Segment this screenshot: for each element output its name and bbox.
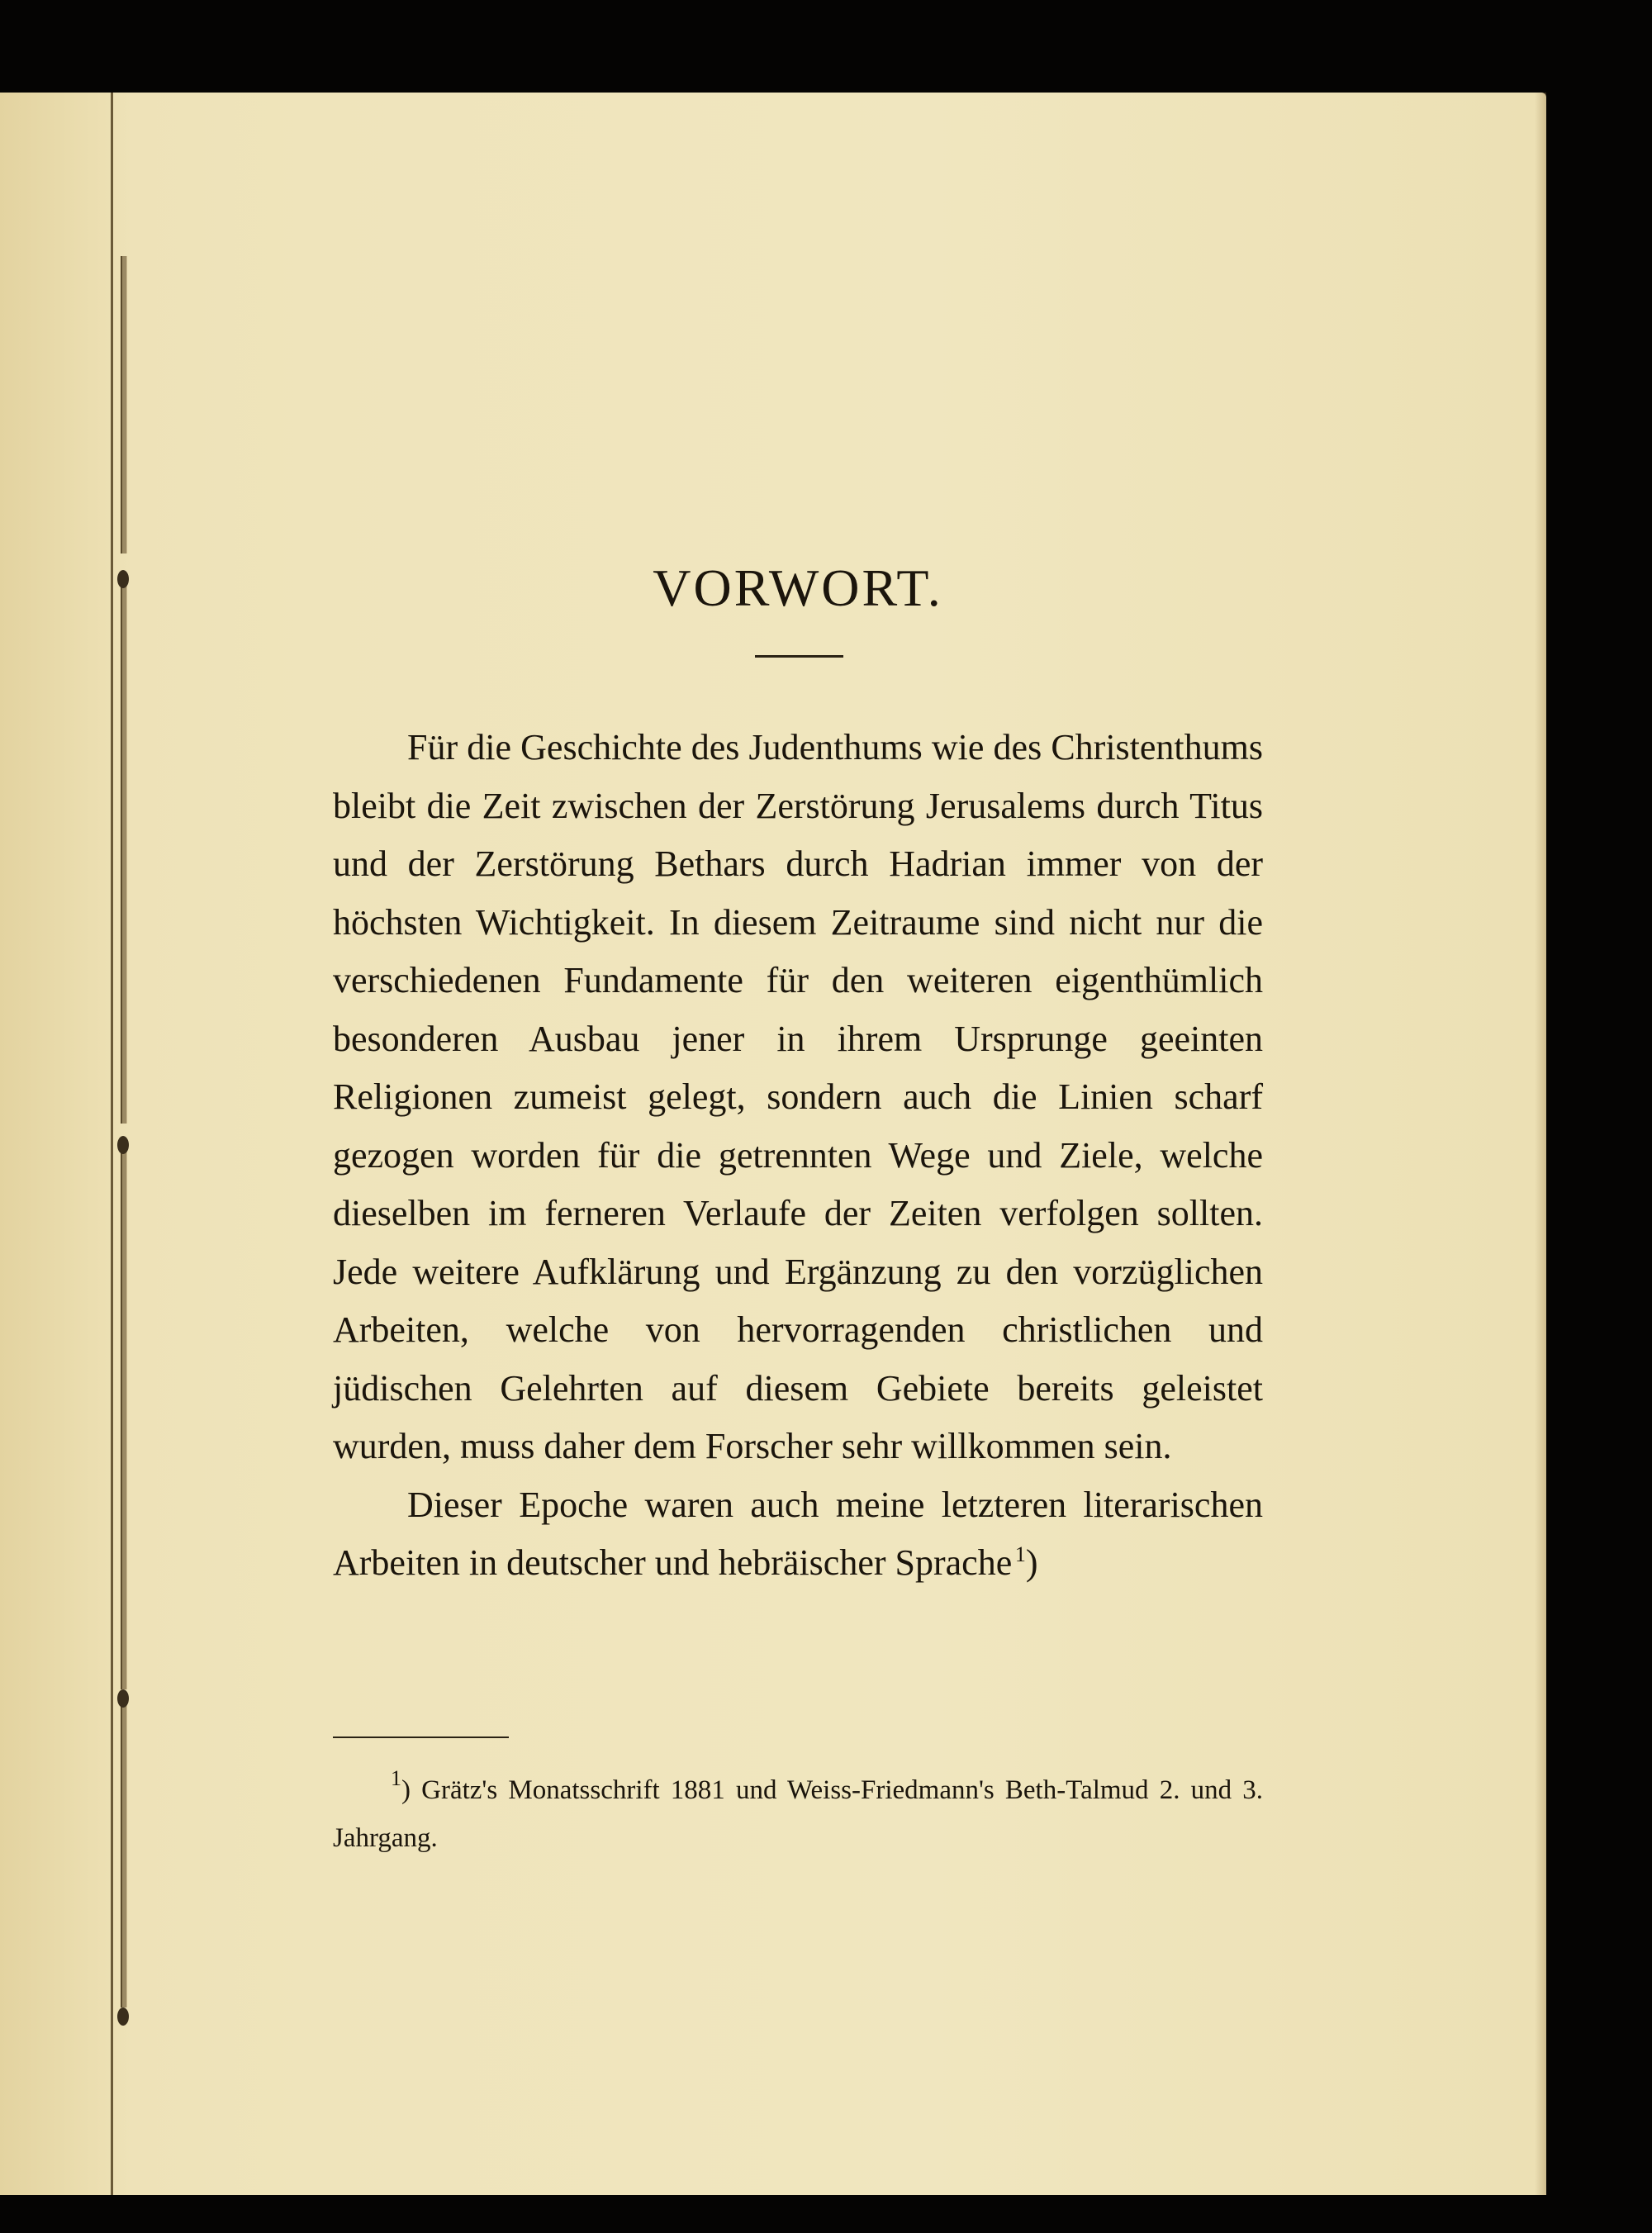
footnote-line	[333, 1766, 1263, 1862]
footnote-marker: 1	[391, 1766, 401, 1790]
binding-knot	[117, 1689, 129, 1708]
binding-knot	[117, 1136, 129, 1154]
footnote	[333, 1766, 1263, 1862]
footnote-rule	[333, 1737, 509, 1738]
footnote-text: ) Grätz's Monatsschrift 1881 und Weiss-Friedmann's Beth-Talmud 2. und 3. Jahrgang.	[333, 1775, 1263, 1853]
spine-line	[111, 93, 113, 2195]
binding-knot	[117, 570, 129, 588]
binding-thread	[121, 1144, 127, 1689]
binding-thread	[121, 1702, 127, 2007]
binding-thread	[121, 256, 127, 553]
footnote-ref-close: )	[1025, 1542, 1038, 1583]
page-edge	[1535, 93, 1546, 2195]
paragraph-text: Dieser Epoche waren auch meine letzteren literarischen Arbeiten in deutscher und hebräischer Sprache	[333, 1484, 1263, 1583]
footnote-ref: 1	[1014, 1542, 1026, 1566]
page-title: VORWORT.	[653, 558, 943, 617]
paragraph: Für die Geschichte des Judenthums wie des Christenthums bleibt die Zeit zwischen der Zerstörung Jerusalems durch Titus und der Zerstörung Bethars durch Hadrian immer von der höchsten Wichtigkeit. In diesem Zeitraume sind nicht nur die verschiedenen Fundamente für den weiteren eigenthümlich besonderen Ausbau jener in ihrem Ursprunge geeinten Religionen zumeist gelegt, sondern auch die Linien scharf gezogen worden für die getrennten Wege und Ziele, welche dieselben im ferneren Verlaufe der Zeiten verfolgen sollten. Jede weitere Aufklärung und Ergänzung zu den vorzüglichen Arbeiten, welche von hervorragenden christlichen und jüdischen Gelehrten auf diesem Gebiete bereits geleistet wurden, muss daher dem Forscher sehr willkommen sein.	[333, 727, 1263, 1466]
binding-thread	[121, 578, 127, 1124]
binding-knot	[117, 2007, 129, 2026]
paragraph	[333, 1476, 1263, 1593]
body-text	[333, 719, 1263, 1593]
title-rule	[755, 655, 843, 658]
